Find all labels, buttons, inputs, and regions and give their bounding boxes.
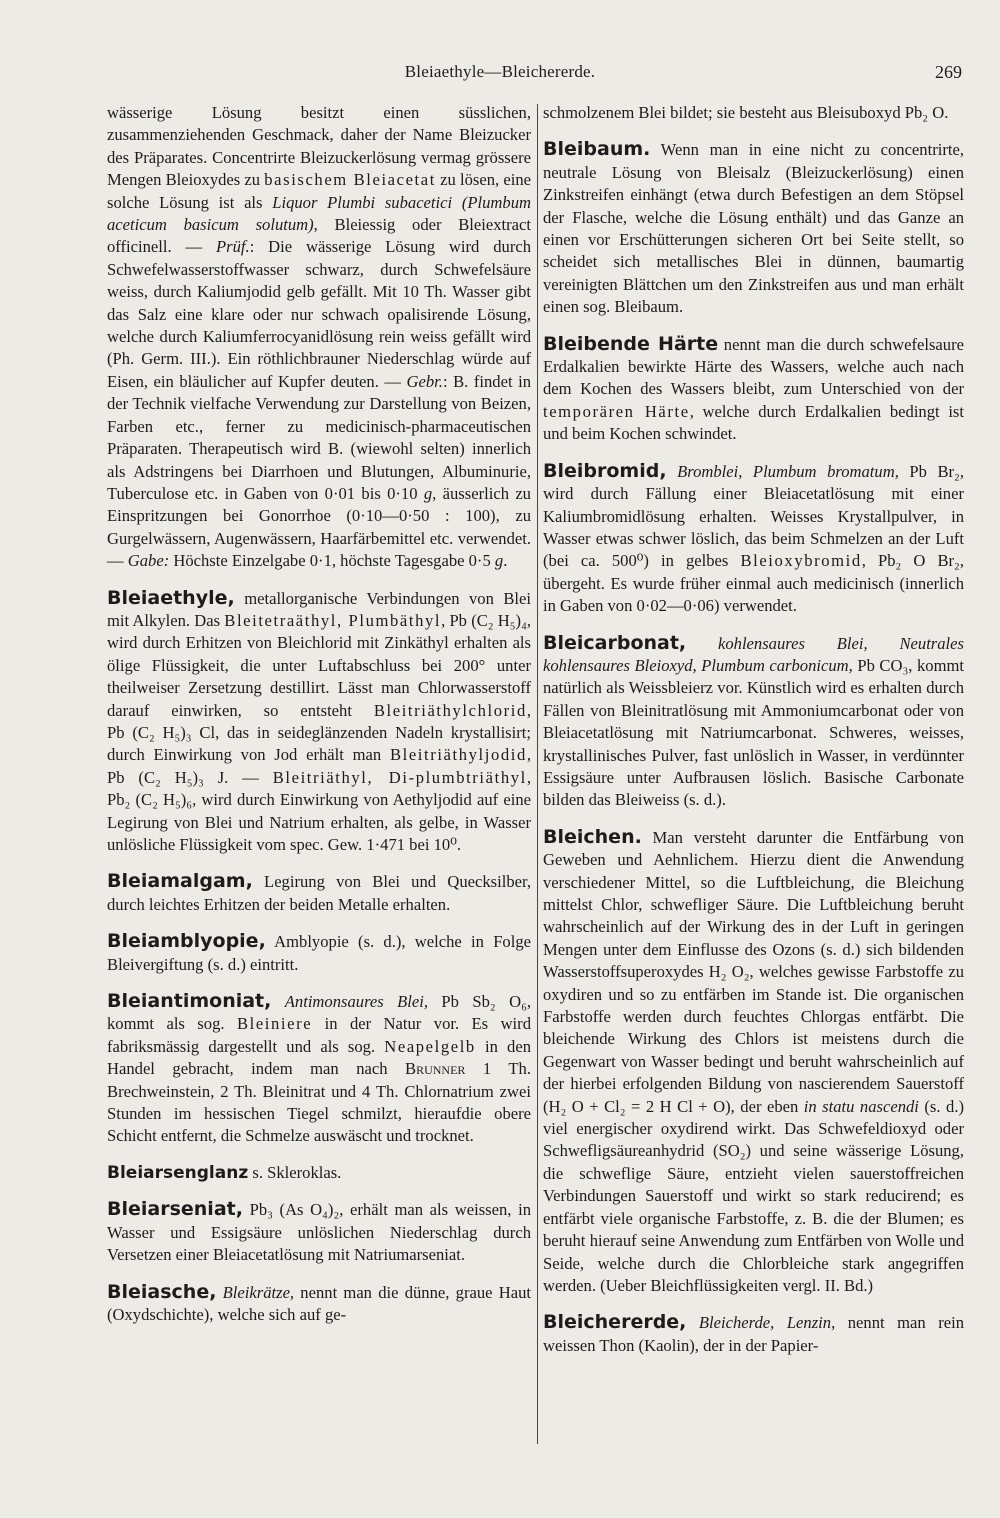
header-title: Bleiaethyle—Bleichererde. — [404, 62, 596, 81]
entry-bleiasche: Bleiasche, Bleikrätze, nennt man die dünne, graue Haut (Oxydschichte), welche sich auf ge- — [107, 1280, 531, 1324]
headword: Bleiaethyle, — [107, 586, 235, 609]
page-number: 269 — [935, 62, 962, 82]
entry-continuation-bleizucker: wässerige Lösung besitzt einen süsslichen, zusammenziehenden Geschmack, daher der Name Bleizucker des Präparates. Concentrirte Bleizuckerlösung vermag grössere Mengen Bleioxydes zu basischem Bleiacetat zu lösen, eine solche Lösung ist als Liquor Plumbi subacetici (Plumbum aceticum basicum solutum), Bleiessig oder Bleiextract officinell. — Prüf.: Die wässerige Lösung wird durch Schwefelwasserstoffwasser schwarz, durch Schwefelsäure weiss, durch Kaliumjodid gelb gefällt. Mit 10 Th. Wasser gibt das Salz eine klare oder nur schwach opalisirende Lösung, welche durch Kaliumferrocyanidlösung rein weiss gefällt wird (Ph. Germ. III.). Ein röthlichbrauner Niederschlag würde auf Eisen, ein bläulicher auf Kupfer deuten. — Gebr.: B. findet in der Technik vielfache Verwendung zur Darstellung von Beizen, Farben etc., ferner zu medicinisch-pharmaceutischen Präparaten. Therapeutisch wird B. (wiewohl selten) innerlich als Adstringens bei Diarrhoen und Blutungen, Albuminurie, Tuberculose etc. in Gaben von 0·01 bis 0·10 g, äusserlich zu Einspritzungen bei Gonorrhoe (0·10—0·50 : 100), zu Gurgelwässern, Augenwässern, Haarfärbemittel etc. verwendet. — Gabe: Höchste Einzelgabe 0·1, höchste Tagesgabe 0·5 g. — [107, 103, 532, 571]
headword: Bleibende Härte — [543, 332, 719, 355]
entry-bleiamblyopie: Bleiamblyopie, Amblyopie (s. d.), welche in Folge Bleivergiftung (s. d.) eintritt. — [107, 930, 531, 974]
entry-bleiaethyle: Bleiaethyle, metallorganische Verbindungen von Blei mit Alkylen. Das Bleitetraäthyl, Plumbäthyl, Pb (C₂ H₅)₄, wird durch Erhitzen von Bleichlorid mit Zinkäthyl erhalten als ölige Flüssigkeit, die unter Luftabschluss bei 200° unter theilweiser Zersetzung destillirt. Lässt man Chlorwasserstoff darauf einwirken, so entsteht Bleitriäthylchlorid, Pb (C₂ H₅)₃ Cl, das in seideglänzenden Nadeln krystallisirt; durch Einwirkung von Jod erhält man Bleitriäthyljodid, Pb (C₂ H₅)₃ J. — Bleitriäthyl, Di-plumbtriäthyl, Pb₂ (C₂ H₅)₆, wird durch Einwirkung von Aethyljodid auf eine Legirung von Blei und Natrium erhalten, als gelbe, in Wasser unlösliche Flüssigkeit vom spec. Gew. 1·471 bei 10⁰. — [107, 586, 532, 854]
headword: Bleichererde, — [543, 1311, 687, 1334]
left-column — [107, 102, 531, 1326]
headword: Bleiantimoniat, — [107, 990, 272, 1013]
entry-bleicarbonat: Bleicarbonat, kohlensaures Blei, Neutrales kohlensaures Bleioxyd, Plumbum carbonicum, Pb CO₃, kommt natürlich als Weissbleierz vor. Künstlich wird es erhalten durch Fällen von Bleinitratlösung mit Ammoniumcarbonat oder von Bleiacetatlösung mit Natriumcarbonat. Schweres, weisses, krystallinisches Pulver, fast unlöslich in Wasser, in verdünnter Essigsäure unter Aufbrausen löslich. Basische Carbonate bilden das Bleiweiss (s. d.). — [543, 631, 964, 810]
headword: Bleiarseniat, — [107, 1198, 243, 1221]
entry-bleiamalgam: Bleiamalgam, Legirung von Blei und Quecksilber, durch leichtes Erhitzen der beiden Metalle erhalten. — [107, 870, 531, 914]
headword: Bleicarbonat, — [543, 631, 687, 654]
headword: Bleibromid, — [543, 459, 667, 482]
headword: Bleiamblyopie, — [107, 930, 266, 953]
entry-bleibende-haerte: Bleibende Härte nennt man die durch schwefelsaure Erdalkalien bewirkte Härte des Wassers, welche auch nach dem Kochen des Wassers bleibt, zum Unterschied von der temporären Härte, welche durch Erdalkalien bedingt ist und beim Kochen schwindet. — [543, 332, 964, 444]
entry-bleiarseniat: Bleiarseniat, Pb₃ (As O₄)₂, erhält man als weissen, in Wasser und Essigsäure unlöslichen Niederschlag durch Versetzen einer Bleiacetatlösung mit Natriumarseniat. — [107, 1198, 531, 1265]
headword: Bleiasche, — [107, 1280, 217, 1303]
entry-continuation-bleiasche: schmolzenem Blei bildet; sie besteht aus Bleisuboxyd Pb₂ O. — [543, 103, 949, 122]
headword: Bleibaum. — [543, 138, 651, 161]
headword: Bleiarsenglanz — [107, 1162, 249, 1183]
running-header — [0, 62, 1000, 86]
right-column — [543, 102, 964, 1357]
entry-bleibromid: Bleibromid, Bromblei, Plumbum bromatum, Pb Br₂, wird durch Fällung einer Bleiacetatlösung mit einer Kaliumbromidlösung erhalten. Weisses Krystallpulver, in Wasser etwas schwer löslich, das beim Schmelzen an der Luft (bei ca. 500⁰) in gelbes Bleioxybromid, Pb₂ O Br₂, übergeht. Es wurde früher einmal auch medicinisch (innerlich in Gaben von 0·02—0·06) verwendet. — [543, 459, 965, 616]
entry-bleiarsenglanz: Bleiarsenglanz s. Skleroklas. — [107, 1162, 342, 1183]
entry-bleichen: Bleichen. Man versteht darunter die Entfärbung von Geweben und Aehnlichem. Hierzu dient die Anwendung verschiedener Mittel, so die Luftbleichung, die Bleichung mittelst Chlor, schwefliger Säure. Die Luftbleichung beruht wahrscheinlich auf der Wirkung des in der Luft in geringen Mengen unter dem Einflusse des Ozons (s. d.) sich bildenden Wasserstoffsuperoxydes H₂ O₂, welches gewisse Farbstoffe zu oxydiren und so zu entfärben im Stande ist. Die organischen Farbstoffe werden durch feuchtes Chlorgas entfärbt. Die bleichende Wirkung des Chlors ist meistens durch die Gegenwart von Wasser bedingt und beruht wahrscheinlich auf der hierbei erfolgenden Bildung von nascierendem Sauerstoff (H₂ O + Cl₂ = 2 H Cl + O), der eben in statu nascendi (s. d.) viel energischer oxydirend wirkt. Das Schwefeldioxyd oder Schwefligsäureanhydrid (SO₂) und seine wässerige Lösung, die schweflige Säure, entzieht vielen sauerstoffreichen Verbindungen Sauerstoff und wirkt so stark reducirend; es entfärbt viele organische Farbstoffe, z. B. die der Blumen; es beruht hierauf seine Anwendung zum Entfärben von Wolle und Seide, welche durch die Chlorbleiche stark angegriffen werden. (Ueber Bleichflüssigkeiten vergl. II. Bd.) — [543, 825, 965, 1295]
entry-bleiantimoniat: Bleiantimoniat, Antimonsaures Blei, Pb Sb₂ O₆, kommt als sog. Bleiniere in der Natur vor. Es wird fabriksmässig dargestellt und als sog. Neapelgelb in den Handel gebracht, indem man nach Brunner 1 Th. Brechweinstein, 2 Th. Bleinitrat und 4 Th. Chlornatrium zwei Stunden im hessischen Tiegel schmilzt, hieraufdie obere Schicht entfernt, die Schmelze auswäscht und trocknet. — [107, 990, 532, 1146]
entry-bleibaum: Bleibaum. Wenn man in eine nicht zu concentrirte, neutrale Lösung von Bleisalz (Bleizuckerlösung) einen Zinkstreifen einhängt (etwa durch Befestigen an dem Stöpsel der Flasche, welche die Lösung enthält) und das Ganze an einen vor Erschütterungen sicheren Ort bei Seite stellt, so scheidet sich metallisches Blei in dünnen, baumartig vereinigten Blättchen um den Zinkstreifen aus und man erhält einen sog. Bleibaum. — [543, 138, 964, 317]
column-divider — [537, 104, 538, 1444]
headword: Bleiamalgam, — [107, 870, 253, 893]
entry-bleichererde: Bleichererde, Bleicherde, Lenzin, nennt man rein weissen Thon (Kaolin), der in der Papier- — [543, 1311, 964, 1355]
headword: Bleichen. — [543, 825, 642, 848]
